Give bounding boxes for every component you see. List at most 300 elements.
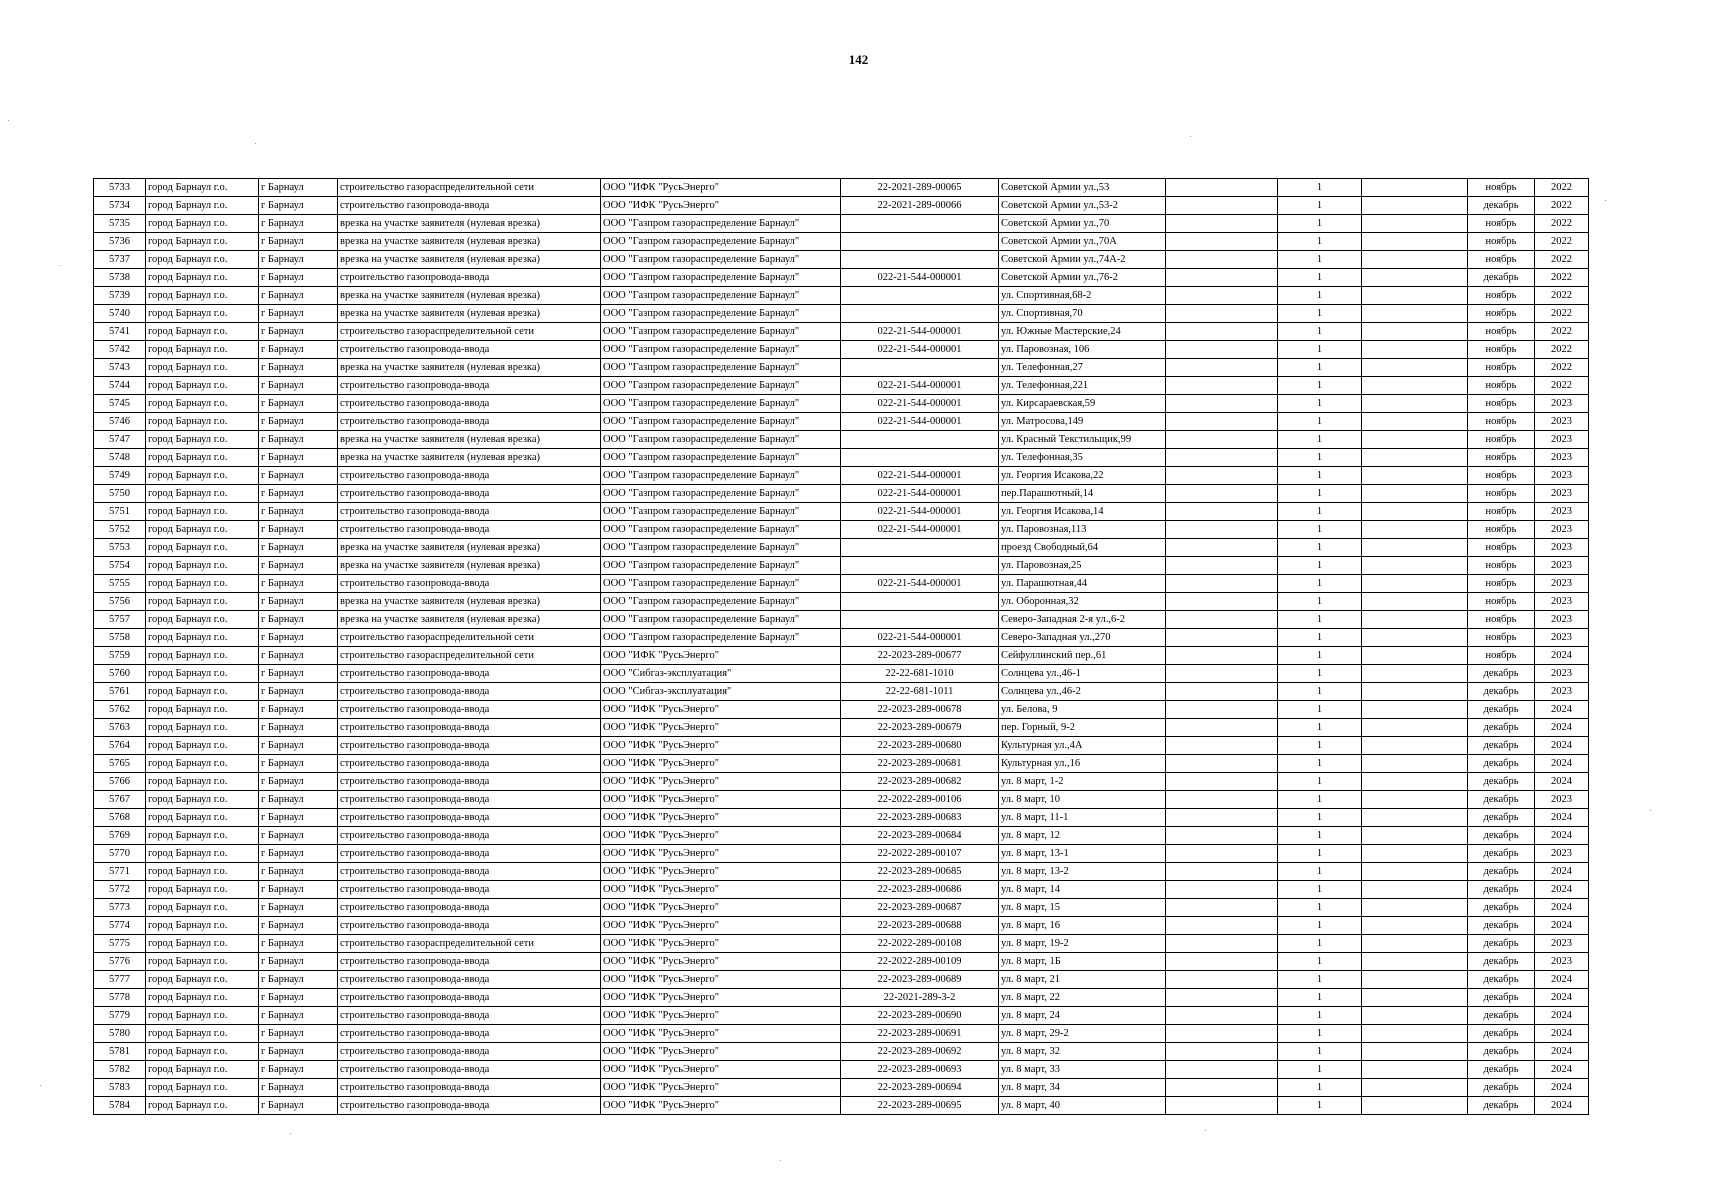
row-number: 5751: [94, 503, 146, 521]
row-number: 5769: [94, 827, 146, 845]
row-number: 5744: [94, 377, 146, 395]
quantity-cell: 1: [1278, 953, 1362, 971]
table-row: [94, 809, 1589, 827]
month-cell: декабрь: [1468, 701, 1535, 719]
month-cell: декабрь: [1468, 1097, 1535, 1115]
month-cell: декабрь: [1468, 1043, 1535, 1061]
work-type-cell: строительство газопровода-ввода: [338, 197, 601, 215]
address-cell: ул. 8 март, 29-2: [999, 1025, 1166, 1043]
table-row: [94, 917, 1589, 935]
settlement-cell: г Барнаул: [259, 521, 338, 539]
extra-cell: [1166, 449, 1278, 467]
work-type-cell: строительство газопровода-ввода: [338, 1043, 601, 1061]
municipality-cell: город Барнаул г.о.: [146, 701, 259, 719]
extra-cell: [1166, 719, 1278, 737]
row-number: 5743: [94, 359, 146, 377]
row-number: 5779: [94, 1007, 146, 1025]
work-type-cell: строительство газопровода-ввода: [338, 377, 601, 395]
month-cell: декабрь: [1468, 935, 1535, 953]
permit-number-cell: [841, 557, 999, 575]
table-row: [94, 449, 1589, 467]
settlement-cell: г Барнаул: [259, 449, 338, 467]
quantity-cell: 1: [1278, 989, 1362, 1007]
organization-cell: ООО "ИФК "РусьЭнерго": [601, 1079, 841, 1097]
year-cell: 2022: [1535, 233, 1589, 251]
extra-cell: [1166, 287, 1278, 305]
quantity-cell: 1: [1278, 791, 1362, 809]
work-type-cell: строительство газопровода-ввода: [338, 701, 601, 719]
municipality-cell: город Барнаул г.о.: [146, 1007, 259, 1025]
year-cell: 2023: [1535, 935, 1589, 953]
municipality-cell: город Барнаул г.о.: [146, 593, 259, 611]
extra-cell: [1166, 611, 1278, 629]
row-number: 5778: [94, 989, 146, 1007]
settlement-cell: г Барнаул: [259, 791, 338, 809]
permit-number-cell: [841, 251, 999, 269]
work-type-cell: строительство газопровода-ввода: [338, 773, 601, 791]
work-type-cell: строительство газопровода-ввода: [338, 737, 601, 755]
address-cell: ул. Матросова,149: [999, 413, 1166, 431]
settlement-cell: г Барнаул: [259, 287, 338, 305]
organization-cell: ООО "Газпром газораспределение Барнаул": [601, 521, 841, 539]
note-cell: [1362, 215, 1468, 233]
extra-cell: [1166, 863, 1278, 881]
table-row: [94, 287, 1589, 305]
note-cell: [1362, 467, 1468, 485]
note-cell: [1362, 611, 1468, 629]
note-cell: [1362, 1061, 1468, 1079]
extra-cell: [1166, 269, 1278, 287]
row-number: 5780: [94, 1025, 146, 1043]
note-cell: [1362, 791, 1468, 809]
row-number: 5749: [94, 467, 146, 485]
settlement-cell: г Барнаул: [259, 881, 338, 899]
settlement-cell: г Барнаул: [259, 611, 338, 629]
settlement-cell: г Барнаул: [259, 233, 338, 251]
month-cell: декабрь: [1468, 899, 1535, 917]
municipality-cell: город Барнаул г.о.: [146, 989, 259, 1007]
organization-cell: ООО "ИФК "РусьЭнерго": [601, 953, 841, 971]
note-cell: [1362, 557, 1468, 575]
row-number: 5777: [94, 971, 146, 989]
month-cell: ноябрь: [1468, 503, 1535, 521]
scan-speck: [1190, 136, 1191, 137]
settlement-cell: г Барнаул: [259, 431, 338, 449]
quantity-cell: 1: [1278, 719, 1362, 737]
month-cell: ноябрь: [1468, 557, 1535, 575]
scan-speck: [1205, 1130, 1206, 1131]
scan-speck: [60, 265, 61, 266]
year-cell: 2024: [1535, 1061, 1589, 1079]
page-number: 142: [848, 52, 869, 67]
row-number: 5741: [94, 323, 146, 341]
quantity-cell: 1: [1278, 359, 1362, 377]
extra-cell: [1166, 521, 1278, 539]
settlement-cell: г Барнаул: [259, 467, 338, 485]
note-cell: [1362, 197, 1468, 215]
organization-cell: ООО "Газпром газораспределение Барнаул": [601, 593, 841, 611]
quantity-cell: 1: [1278, 503, 1362, 521]
permit-number-cell: 22-2023-289-00687: [841, 899, 999, 917]
municipality-cell: город Барнаул г.о.: [146, 1079, 259, 1097]
work-type-cell: врезка на участке заявителя (нулевая врезка): [338, 251, 601, 269]
year-cell: 2024: [1535, 773, 1589, 791]
month-cell: ноябрь: [1468, 575, 1535, 593]
table-row: [94, 557, 1589, 575]
table-row: [94, 1025, 1589, 1043]
year-cell: 2022: [1535, 179, 1589, 197]
address-cell: ул. Спортивная,68-2: [999, 287, 1166, 305]
table-row: [94, 971, 1589, 989]
row-number: 5736: [94, 233, 146, 251]
year-cell: 2024: [1535, 647, 1589, 665]
note-cell: [1362, 377, 1468, 395]
municipality-cell: город Барнаул г.о.: [146, 1061, 259, 1079]
scan-speck: [255, 143, 256, 144]
work-type-cell: строительство газопровода-ввода: [338, 755, 601, 773]
year-cell: 2023: [1535, 791, 1589, 809]
quantity-cell: 1: [1278, 1079, 1362, 1097]
municipality-cell: город Барнаул г.о.: [146, 269, 259, 287]
quantity-cell: 1: [1278, 863, 1362, 881]
work-type-cell: врезка на участке заявителя (нулевая врезка): [338, 215, 601, 233]
quantity-cell: 1: [1278, 629, 1362, 647]
note-cell: [1362, 1025, 1468, 1043]
note-cell: [1362, 665, 1468, 683]
permit-number-cell: 22-2023-289-00681: [841, 755, 999, 773]
note-cell: [1362, 323, 1468, 341]
extra-cell: [1166, 179, 1278, 197]
table-row: [94, 341, 1589, 359]
organization-cell: ООО "Газпром газораспределение Барнаул": [601, 539, 841, 557]
organization-cell: ООО "Газпром газораспределение Барнаул": [601, 395, 841, 413]
table-row: [94, 1007, 1589, 1025]
row-number: 5740: [94, 305, 146, 323]
address-cell: Сейфуллинский пер.,61: [999, 647, 1166, 665]
organization-cell: ООО "ИФК "РусьЭнерго": [601, 197, 841, 215]
extra-cell: [1166, 1097, 1278, 1115]
month-cell: декабрь: [1468, 809, 1535, 827]
permit-number-cell: 22-2021-289-00066: [841, 197, 999, 215]
year-cell: 2023: [1535, 953, 1589, 971]
settlement-cell: г Барнаул: [259, 917, 338, 935]
quantity-cell: 1: [1278, 773, 1362, 791]
address-cell: ул. 8 март, 40: [999, 1097, 1166, 1115]
year-cell: 2023: [1535, 557, 1589, 575]
address-cell: Советской Армии ул.,70: [999, 215, 1166, 233]
quantity-cell: 1: [1278, 1025, 1362, 1043]
address-cell: ул. Георгия Исакова,14: [999, 503, 1166, 521]
quantity-cell: 1: [1278, 845, 1362, 863]
address-cell: ул. 8 март, 19-2: [999, 935, 1166, 953]
quantity-cell: 1: [1278, 935, 1362, 953]
address-cell: Культурная ул.,16: [999, 755, 1166, 773]
municipality-cell: город Барнаул г.о.: [146, 377, 259, 395]
work-type-cell: строительство газораспределительной сети: [338, 647, 601, 665]
extra-cell: [1166, 557, 1278, 575]
row-number: 5765: [94, 755, 146, 773]
permit-number-cell: [841, 539, 999, 557]
municipality-cell: город Барнаул г.о.: [146, 431, 259, 449]
year-cell: 2024: [1535, 863, 1589, 881]
table-row: [94, 737, 1589, 755]
settlement-cell: г Барнаул: [259, 935, 338, 953]
month-cell: ноябрь: [1468, 215, 1535, 233]
extra-cell: [1166, 251, 1278, 269]
municipality-cell: город Барнаул г.о.: [146, 413, 259, 431]
permit-number-cell: 22-2023-289-00682: [841, 773, 999, 791]
scan-speck: [8, 120, 9, 121]
year-cell: 2024: [1535, 1079, 1589, 1097]
note-cell: [1362, 719, 1468, 737]
municipality-cell: город Барнаул г.о.: [146, 737, 259, 755]
table-row: [94, 1079, 1589, 1097]
year-cell: 2024: [1535, 971, 1589, 989]
permit-number-cell: [841, 593, 999, 611]
permit-number-cell: 022-21-544-000001: [841, 341, 999, 359]
permit-number-cell: 022-21-544-000001: [841, 323, 999, 341]
municipality-cell: город Барнаул г.о.: [146, 449, 259, 467]
address-cell: Солнцева ул.,46-1: [999, 665, 1166, 683]
work-type-cell: строительство газопровода-ввода: [338, 683, 601, 701]
address-cell: Северо-Западная 2-я ул.,6-2: [999, 611, 1166, 629]
note-cell: [1362, 809, 1468, 827]
organization-cell: ООО "Газпром газораспределение Барнаул": [601, 557, 841, 575]
permit-number-cell: [841, 449, 999, 467]
month-cell: декабрь: [1468, 791, 1535, 809]
settlement-cell: г Барнаул: [259, 683, 338, 701]
settlement-cell: г Барнаул: [259, 719, 338, 737]
scan-speck: [1605, 200, 1606, 201]
note-cell: [1362, 413, 1468, 431]
settlement-cell: г Барнаул: [259, 1007, 338, 1025]
address-cell: Советской Армии ул.,74А-2: [999, 251, 1166, 269]
quantity-cell: 1: [1278, 1043, 1362, 1061]
settlement-cell: г Барнаул: [259, 845, 338, 863]
year-cell: 2022: [1535, 323, 1589, 341]
table-row: [94, 935, 1589, 953]
settlement-cell: г Барнаул: [259, 305, 338, 323]
registry-table: [93, 178, 1589, 1115]
quantity-cell: 1: [1278, 737, 1362, 755]
municipality-cell: город Барнаул г.о.: [146, 485, 259, 503]
year-cell: 2023: [1535, 665, 1589, 683]
table-row: [94, 179, 1589, 197]
address-cell: ул. 8 март, 1Б: [999, 953, 1166, 971]
permit-number-cell: 22-2023-289-00685: [841, 863, 999, 881]
organization-cell: ООО "Газпром газораспределение Барнаул": [601, 449, 841, 467]
permit-number-cell: 22-2021-289-00065: [841, 179, 999, 197]
row-number: 5733: [94, 179, 146, 197]
quantity-cell: 1: [1278, 467, 1362, 485]
note-cell: [1362, 431, 1468, 449]
month-cell: ноябрь: [1468, 287, 1535, 305]
year-cell: 2023: [1535, 629, 1589, 647]
municipality-cell: город Барнаул г.о.: [146, 467, 259, 485]
year-cell: 2024: [1535, 1043, 1589, 1061]
organization-cell: ООО "Газпром газораспределение Барнаул": [601, 575, 841, 593]
extra-cell: [1166, 647, 1278, 665]
note-cell: [1362, 737, 1468, 755]
quantity-cell: 1: [1278, 485, 1362, 503]
permit-number-cell: 22-2023-289-00690: [841, 1007, 999, 1025]
extra-cell: [1166, 683, 1278, 701]
permit-number-cell: 22-2023-289-00684: [841, 827, 999, 845]
extra-cell: [1166, 809, 1278, 827]
row-number: 5770: [94, 845, 146, 863]
month-cell: декабрь: [1468, 773, 1535, 791]
permit-number-cell: 022-21-544-000001: [841, 521, 999, 539]
settlement-cell: г Барнаул: [259, 503, 338, 521]
address-cell: ул. Красный Текстильщик,99: [999, 431, 1166, 449]
extra-cell: [1166, 1025, 1278, 1043]
table-row: [94, 593, 1589, 611]
table-row: [94, 521, 1589, 539]
table-row: [94, 647, 1589, 665]
permit-number-cell: [841, 287, 999, 305]
month-cell: ноябрь: [1468, 629, 1535, 647]
municipality-cell: город Барнаул г.о.: [146, 1043, 259, 1061]
year-cell: 2024: [1535, 881, 1589, 899]
note-cell: [1362, 845, 1468, 863]
table-row: [94, 233, 1589, 251]
quantity-cell: 1: [1278, 395, 1362, 413]
year-cell: 2023: [1535, 449, 1589, 467]
table-row: [94, 665, 1589, 683]
note-cell: [1362, 917, 1468, 935]
row-number: 5764: [94, 737, 146, 755]
organization-cell: ООО "Газпром газораспределение Барнаул": [601, 233, 841, 251]
address-cell: ул. Белова, 9: [999, 701, 1166, 719]
address-cell: ул. Телефонная,27: [999, 359, 1166, 377]
settlement-cell: г Барнаул: [259, 1025, 338, 1043]
work-type-cell: строительство газопровода-ввода: [338, 1025, 601, 1043]
row-number: 5734: [94, 197, 146, 215]
table-row: [94, 467, 1589, 485]
work-type-cell: строительство газораспределительной сети: [338, 179, 601, 197]
quantity-cell: 1: [1278, 665, 1362, 683]
extra-cell: [1166, 431, 1278, 449]
extra-cell: [1166, 899, 1278, 917]
address-cell: пер. Горный, 9-2: [999, 719, 1166, 737]
note-cell: [1362, 1043, 1468, 1061]
note-cell: [1362, 233, 1468, 251]
permit-number-cell: [841, 305, 999, 323]
note-cell: [1362, 899, 1468, 917]
month-cell: ноябрь: [1468, 233, 1535, 251]
settlement-cell: г Барнаул: [259, 1043, 338, 1061]
table-row: [94, 773, 1589, 791]
work-type-cell: строительство газопровода-ввода: [338, 503, 601, 521]
note-cell: [1362, 827, 1468, 845]
month-cell: ноябрь: [1468, 179, 1535, 197]
extra-cell: [1166, 485, 1278, 503]
month-cell: декабрь: [1468, 953, 1535, 971]
note-cell: [1362, 359, 1468, 377]
municipality-cell: город Барнаул г.о.: [146, 719, 259, 737]
note-cell: [1362, 251, 1468, 269]
table-row: [94, 611, 1589, 629]
quantity-cell: 1: [1278, 215, 1362, 233]
work-type-cell: строительство газопровода-ввода: [338, 719, 601, 737]
permit-number-cell: 22-2023-289-00693: [841, 1061, 999, 1079]
settlement-cell: г Барнаул: [259, 413, 338, 431]
settlement-cell: г Барнаул: [259, 701, 338, 719]
permit-number-cell: 022-21-544-000001: [841, 413, 999, 431]
table-row: [94, 305, 1589, 323]
organization-cell: ООО "ИФК "РусьЭнерго": [601, 1043, 841, 1061]
work-type-cell: строительство газопровода-ввода: [338, 1061, 601, 1079]
municipality-cell: город Барнаул г.о.: [146, 917, 259, 935]
permit-number-cell: [841, 431, 999, 449]
address-cell: пер.Парашютный,14: [999, 485, 1166, 503]
row-number: 5783: [94, 1079, 146, 1097]
quantity-cell: 1: [1278, 881, 1362, 899]
year-cell: 2023: [1535, 485, 1589, 503]
note-cell: [1362, 881, 1468, 899]
month-cell: ноябрь: [1468, 359, 1535, 377]
month-cell: ноябрь: [1468, 341, 1535, 359]
extra-cell: [1166, 665, 1278, 683]
row-number: 5768: [94, 809, 146, 827]
permit-number-cell: 022-21-544-000001: [841, 503, 999, 521]
year-cell: 2024: [1535, 989, 1589, 1007]
note-cell: [1362, 935, 1468, 953]
organization-cell: ООО "ИФК "РусьЭнерго": [601, 827, 841, 845]
municipality-cell: город Барнаул г.о.: [146, 323, 259, 341]
permit-number-cell: 22-2023-289-00677: [841, 647, 999, 665]
row-number: 5781: [94, 1043, 146, 1061]
note-cell: [1362, 287, 1468, 305]
table-row: [94, 431, 1589, 449]
settlement-cell: г Барнаул: [259, 629, 338, 647]
municipality-cell: город Барнаул г.о.: [146, 611, 259, 629]
settlement-cell: г Барнаул: [259, 251, 338, 269]
organization-cell: ООО "ИФК "РусьЭнерго": [601, 881, 841, 899]
scan-speck: [780, 1160, 781, 1161]
organization-cell: ООО "Газпром газораспределение Барнаул": [601, 503, 841, 521]
work-type-cell: строительство газопровода-ввода: [338, 971, 601, 989]
address-cell: ул. 8 март, 15: [999, 899, 1166, 917]
row-number: 5756: [94, 593, 146, 611]
month-cell: декабрь: [1468, 863, 1535, 881]
work-type-cell: врезка на участке заявителя (нулевая врезка): [338, 359, 601, 377]
month-cell: ноябрь: [1468, 521, 1535, 539]
table-row: [94, 683, 1589, 701]
organization-cell: ООО "Газпром газораспределение Барнаул": [601, 341, 841, 359]
table-row: [94, 755, 1589, 773]
extra-cell: [1166, 1007, 1278, 1025]
municipality-cell: город Барнаул г.о.: [146, 215, 259, 233]
extra-cell: [1166, 773, 1278, 791]
table-row: [94, 197, 1589, 215]
settlement-cell: г Барнаул: [259, 665, 338, 683]
permit-number-cell: 22-2022-289-00108: [841, 935, 999, 953]
municipality-cell: город Барнаул г.о.: [146, 953, 259, 971]
extra-cell: [1166, 593, 1278, 611]
organization-cell: ООО "ИФК "РусьЭнерго": [601, 971, 841, 989]
settlement-cell: г Барнаул: [259, 575, 338, 593]
row-number: 5784: [94, 1097, 146, 1115]
organization-cell: ООО "Газпром газораспределение Барнаул": [601, 431, 841, 449]
work-type-cell: врезка на участке заявителя (нулевая врезка): [338, 593, 601, 611]
note-cell: [1362, 179, 1468, 197]
work-type-cell: строительство газопровода-ввода: [338, 413, 601, 431]
address-cell: ул. 8 март, 1-2: [999, 773, 1166, 791]
month-cell: декабрь: [1468, 665, 1535, 683]
table-row: [94, 485, 1589, 503]
table-row: [94, 377, 1589, 395]
